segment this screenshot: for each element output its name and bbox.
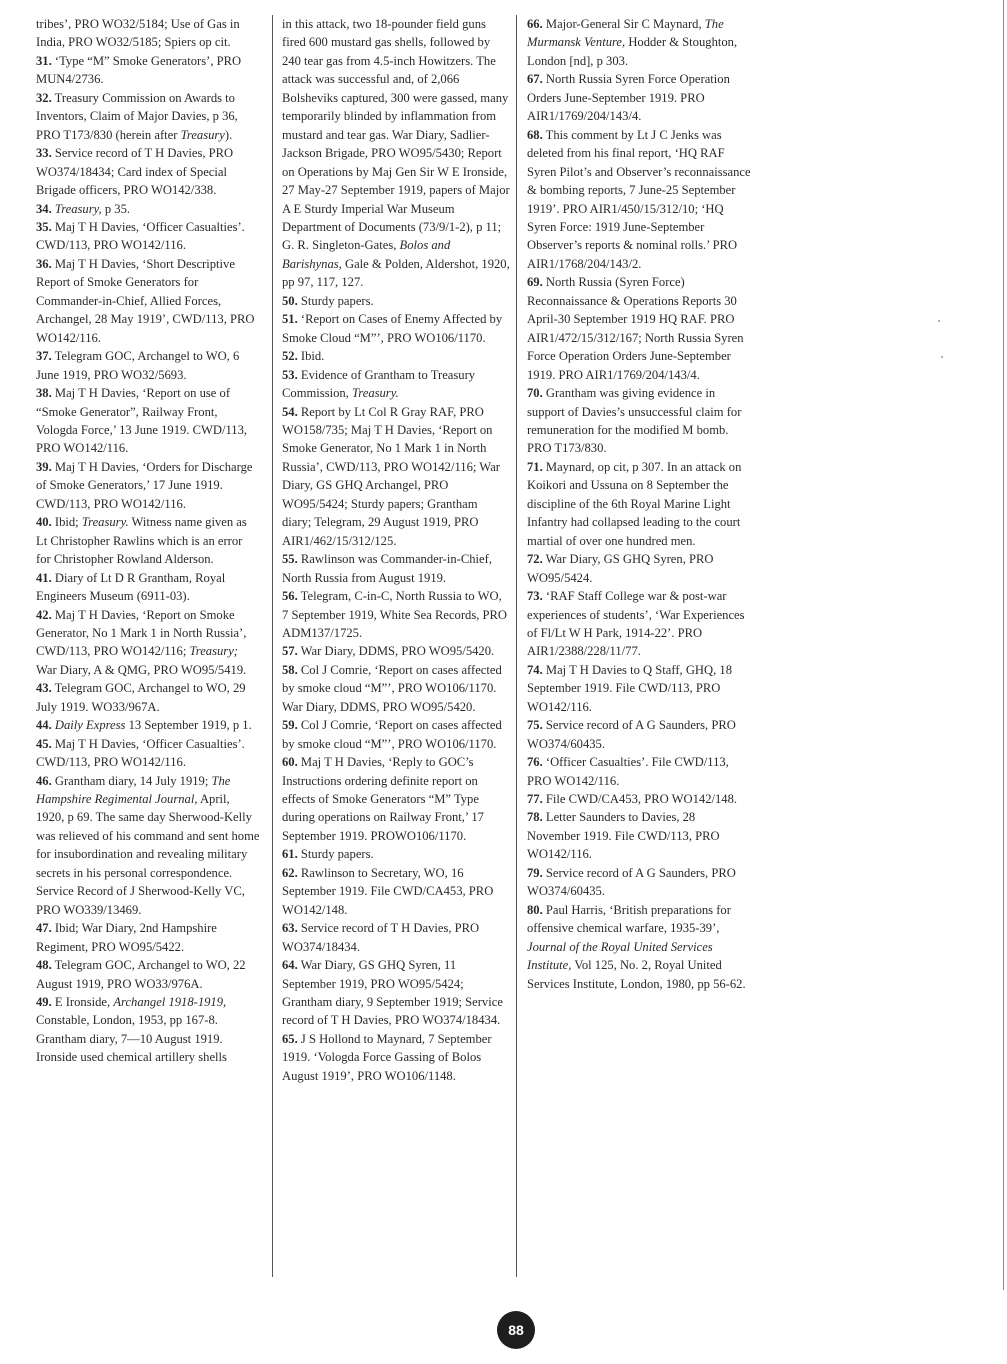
endnote-text: Ibid; War Diary, 2nd Hampshire Regiment, PRO WO95/5422. [36, 921, 217, 954]
endnote [527, 458, 751, 550]
endnote [36, 772, 260, 920]
endnote [527, 15, 751, 70]
endnote [527, 716, 751, 753]
endnote-number: 43. [36, 681, 52, 696]
endnote-text: Rawlinson was Commander-in-Chief, North Russia from August 1919. [282, 552, 492, 585]
endnote [282, 716, 510, 753]
endnote-number: 61. [282, 847, 298, 862]
endnote-text: Sturdy papers. [297, 847, 374, 862]
endnote [282, 587, 510, 642]
endnote-number: 49. [36, 995, 52, 1010]
endnote [36, 716, 260, 734]
page-number-badge: 88 [497, 1311, 535, 1349]
endnote-number: 45. [36, 736, 52, 751]
endnote [282, 347, 510, 365]
endnote [282, 753, 510, 845]
endnote-text: Service record of T H Davies, PRO WO374/18434; Card index of Special Brigade officers, PRO WO142/338. [36, 146, 234, 198]
endnote-text: War Diary, GS GHQ Syren, 11 September 1919, PRO WO95/5424; Grantham diary, 9 September 1919; Service record of T H Davies, PRO WO374/18434. [282, 958, 503, 1028]
endnote-number: 70. [527, 386, 543, 401]
endnote-number: 60. [282, 755, 298, 770]
endnote-number: 54. [282, 404, 298, 419]
endnote-number: 53. [282, 367, 298, 382]
endnote-text: p 35. [101, 201, 131, 216]
endnote-text: Major-General Sir C Maynard, [542, 17, 705, 31]
endnote [36, 513, 260, 568]
endnote-text: Constable, London, 1953, pp 167-8. Grantham diary, 7—10 August 1919. Ironside used chemical artillery shells [36, 1013, 227, 1065]
endnote-text: ). [224, 127, 233, 142]
endnote-text: Col J Comrie, ‘Report on cases affected by smoke cloud “M”’, PRO WO106/1170. [282, 718, 502, 751]
endnote-text: ‘Officer Casualties’. File CWD/113, PRO WO142/116. [527, 755, 729, 788]
endnote-title-italic: Daily Express [54, 718, 126, 733]
endnote-number: 56. [282, 589, 298, 604]
endnote-title-italic: Journal of the Royal United Services Institute, [527, 939, 713, 973]
endnote [282, 661, 510, 716]
endnote [527, 550, 751, 587]
endnote-number: 65. [282, 1031, 298, 1046]
endnote [36, 993, 260, 1067]
endnote-title-italic: The Murmansk Venture, [527, 17, 724, 50]
endnote [36, 347, 260, 384]
endnote-text: J S Hollond to Maynard, 7 September 1919. ‘Vologda Force Gassing of Bolos August 1919’, PRO WO106/1148. [282, 1031, 492, 1083]
endnote-text: Evidence of Grantham to Treasury Commission, [282, 367, 476, 401]
endnote-text: Maj T H Davies, ‘Officer Casualties’. CWD/113, PRO WO142/116. [36, 736, 245, 770]
endnote-number: 59. [282, 718, 298, 733]
endnote [527, 273, 751, 384]
endnote-text: Ibid; [51, 515, 82, 530]
endnote-number: 44. [36, 718, 52, 733]
endnote-text: Witness name given as Lt Christopher Rawlins which is an error for Christopher Rowland Alderson. [36, 515, 247, 567]
endnote-title-italic: Bolos and Barishynas, [282, 238, 451, 271]
endnote-text: Letter Saunders to Davies, 28 November 1919. File CWD/113, PRO WO142/116. [527, 810, 720, 862]
endnote-text: Maj T H Davies, ‘Report on Smoke Generator, No 1 Mark 1 in North Russia’, CWD/113, PRO WO142/116; [36, 607, 247, 659]
column-divider [516, 15, 517, 1277]
endnote-text: Ibid. [297, 349, 325, 364]
endnote-text: Hodder & Stoughton, London [nd], p 303. [527, 35, 738, 68]
endnote [527, 661, 751, 716]
endnote-number: 51. [282, 312, 298, 327]
endnote [36, 200, 260, 218]
endnote-number: 55. [282, 552, 298, 567]
endnote-number: 35. [36, 219, 52, 234]
endnote-text: Telegram GOC, Archangel to WO, 29 July 1919. WO33/967A. [36, 681, 246, 714]
endnote [36, 89, 260, 144]
endnote-number: 58. [282, 662, 298, 677]
endnote-number: 57. [282, 644, 298, 659]
endnote-text: Sturdy papers. [297, 293, 374, 308]
endnote-text: ‘Type “M” Smoke Generators’, PRO MUN4/2736. [36, 53, 242, 87]
endnote-number: 69. [527, 275, 543, 290]
endnote-text: Gale & Polden, Aldershot, 1920, pp 97, 117, 127. [282, 256, 510, 290]
endnote-number: 64. [282, 958, 298, 973]
endnote-text: Maj T H Davies, ‘Officer Casualties’. CWD/113, PRO WO142/116. [36, 219, 245, 253]
endnote-text: Treasury Commission on Awards to Inventors, Claim of Major Davies, p 36, PRO T173/830 (herein after [36, 90, 238, 142]
endnote-number: 48. [36, 958, 52, 973]
endnote-title-italic: Treasury. [351, 386, 399, 401]
endnote-text: Service record of A G Saunders, PRO WO374/60435. [527, 718, 736, 751]
endnote-number: 38. [36, 386, 52, 401]
endnote-number: 47. [36, 921, 52, 936]
endnote-text: North Russia (Syren Force) Reconnaissance & Operations Reports 30 April-30 September 1919 HQ RAF. PRO AIR1/472/15/312/167; North Russia Syren Force Operation Orders June-September 1919. PRO AIR1/1769/204/143/4. [527, 275, 744, 382]
page-edge-line [1003, 0, 1004, 1290]
endnote [36, 15, 260, 52]
endnote-text: Grantham diary, 14 July 1919; [51, 773, 212, 788]
endnote-number: 78. [527, 810, 543, 825]
endnote-text: Maj T H Davies, ‘Orders for Discharge of Smoke Generators,’ 17 June 1919. CWD/113, PRO WO142/116. [36, 459, 253, 511]
endnote-text: War Diary, A & QMG, PRO WO95/5419. [36, 662, 247, 677]
endnote-text: Maj T H Davies, ‘Report on use of “Smoke Generator”, Railway Front, Vologda Force,’ 13 June 1919. CWD/113, PRO WO142/116. [36, 386, 248, 456]
endnote [36, 52, 260, 89]
endnote-text: ‘RAF Staff College war & post-war experiences of students’, ‘War Experiences of Fl/Lt W H Park, 1914-22’. PRO AIR1/2388/228/11/77. [527, 589, 745, 659]
endnote-number: 34. [36, 201, 52, 216]
endnote-text: Col J Comrie, ‘Report on cases affected by smoke cloud “M”’, PRO WO106/1170. War Diary, DDMS, PRO WO95/5420. [282, 662, 502, 714]
endnote [527, 864, 751, 901]
endnote-title-italic: The Hampshire Regimental Journal, [36, 773, 231, 807]
endnote [282, 366, 510, 403]
endnote-text: Rawlinson to Secretary, WO, 16 September 1919. File CWD/CA453, PRO WO142/148. [282, 865, 494, 917]
endnote [527, 790, 751, 808]
endnote-number: 77. [527, 792, 543, 807]
endnote-number: 42. [36, 607, 52, 622]
endnote-text: tribes’, PRO WO32/5184; Use of Gas in India, PRO WO32/5185; Spiers op cit. [36, 17, 240, 50]
endnote [36, 679, 260, 716]
endnote-text: E Ironside, [51, 995, 114, 1010]
endnote-number: 79. [527, 865, 543, 880]
endnote [282, 15, 510, 292]
endnote [282, 310, 510, 347]
endnote [527, 384, 751, 458]
notes-column-2 [282, 15, 510, 1085]
endnote-number: 80. [527, 902, 543, 917]
endnote-text: War Diary, GS GHQ Syren, PRO WO95/5424. [527, 552, 714, 585]
endnote [282, 292, 510, 310]
endnote-number: 41. [36, 570, 52, 585]
endnote-text: in this attack, two 18-pounder field guns fired 600 mustard gas shells, followed by 240 tear gas from 4.5-inch Howitzers. The attack was successful and, of 2,066 Bolsheviks captured, 300 were gassed, many temporarily blinded by inflammation from mustard and tear gas. War Diary, Sadlier-Jackson Brigade, PRO WO95/5430; Report on Operations by Maj Gen Sir W E Ironside, 27 May-27 September 1919, papers of Major A E Sturdy Imperial War Museum Department of Documents (73/9/1-2), p 11; G. R. Singleton-Gates, [282, 17, 510, 253]
endnote [36, 458, 260, 513]
endnote-number: 52. [282, 349, 298, 364]
endnote-text: Service record of A G Saunders, PRO WO374/60435. [527, 865, 736, 899]
endnote-title-italic: Treasury [180, 127, 225, 142]
endnote-title-italic: Treasury, [54, 201, 102, 216]
endnote-number: 76. [527, 755, 543, 770]
endnote-text: War Diary, DDMS, PRO WO95/5420. [297, 644, 495, 659]
endnote [527, 753, 751, 790]
endnote [282, 956, 510, 1030]
endnote-number: 73. [527, 589, 543, 604]
endnote [282, 403, 510, 551]
endnote-number: 68. [527, 127, 543, 142]
endnote-text: Grantham was giving evidence in support of Davies’s unsuccessful claim for remuneration for the modified M bomb. PRO T173/830. [527, 386, 742, 456]
endnote-text: 13 September 1919, p 1. [125, 718, 252, 733]
endnote [36, 919, 260, 956]
endnote [36, 384, 260, 458]
endnote-text: Diary of Lt D R Grantham, Royal Engineers Museum (6911-03). [36, 570, 226, 604]
endnote-text: Telegram, C-in-C, North Russia to WO, 7 September 1919, White Sea Records, PRO ADM137/1725. [282, 589, 508, 640]
endnote [36, 956, 260, 993]
endnote-text: Maj T H Davies, ‘Short Descriptive Report of Smoke Generators for Commander-in-Chief, Allied Forces, Archangel, 28 May 1919’, CWD/113, PRO WO142/116. [36, 256, 255, 345]
endnote-text: Vol 125, No. 2, Royal United Services Institute, London, 1980, pp 56-62. [527, 958, 746, 991]
endnote-number: 40. [36, 515, 52, 530]
endnote-title-italic: Treasury; [189, 644, 238, 659]
endnote [282, 550, 510, 587]
notes-column-1 [36, 15, 260, 1067]
endnote-text: April, 1920, p 69. The same day Sherwood-Kelly was relieved of his command and sent home for insubordination and revealing military secrets in his personal correspondence. Service Record of J Sherwood-Kelly VC, PRO WO339/13469. [36, 792, 260, 917]
endnote-number: 74. [527, 662, 543, 677]
endnote [527, 70, 751, 125]
endnote-number: 32. [36, 90, 52, 105]
endnote-number: 37. [36, 349, 52, 364]
endnote [36, 735, 260, 772]
endnote-number: 67. [527, 72, 543, 87]
endnote [36, 144, 260, 199]
endnote-number: 72. [527, 552, 543, 567]
endnote-number: 36. [36, 256, 52, 271]
endnote-number: 46. [36, 773, 52, 788]
endnote-number: 71. [527, 459, 543, 474]
endnote [36, 606, 260, 680]
column-divider [272, 15, 273, 1277]
endnote-number: 75. [527, 718, 543, 733]
endnote-number: 31. [36, 53, 52, 68]
endnote-text: Maj T H Davies to Q Staff, GHQ, 18 September 1919. File CWD/113, PRO WO142/116. [527, 662, 732, 714]
endnote-title-italic: Archangel 1918-1919, [113, 995, 227, 1010]
endnote [36, 255, 260, 347]
endnote-text: Maynard, op cit, p 307. In an attack on Koikori and Ussuna on 8 September the discipline of the 6th Royal Marine Light Infantry had collapsed leading to the court martial of over one hundred men. [527, 459, 742, 548]
endnote-text: File CWD/CA453, PRO WO142/148. [542, 792, 738, 807]
endnote [282, 1030, 510, 1085]
endnote-text: This comment by Lt J C Jenks was deleted from his final report, ‘HQ RAF Syren Pilot’s and Observer’s reconnaissance & bombing reports, 7 June-25 September 1919’. PRO AIR1/450/15/312/10; ‘HQ Syren Force: 1919 June-September Observer’s reports & nominal rolls.’ PRO AIR1/1768/204/143/2. [527, 127, 751, 271]
endnote-number: 62. [282, 865, 298, 880]
scan-speck [938, 320, 940, 322]
endnote [282, 845, 510, 863]
endnote-text: Service record of T H Davies, PRO WO374/18434. [282, 921, 480, 954]
endnote [282, 642, 510, 660]
scan-speck [941, 356, 943, 358]
endnote-text: Maj T H Davies, ‘Reply to GOC’s Instructions ordering definite report on effects of Smoke Generators “M” Type during operations on Railway Front,’ 17 September 1919. PROWO106/1170. [282, 755, 484, 843]
endnote-number: 39. [36, 459, 52, 474]
endnote [527, 901, 751, 993]
endnote-text: Telegram GOC, Archangel to WO, 6 June 1919, PRO WO32/5693. [36, 349, 240, 382]
endnote [36, 218, 260, 255]
endnote-text: Telegram GOC, Archangel to WO, 22 August 1919, PRO WO33/976A. [36, 958, 246, 991]
endnote-text: North Russia Syren Force Operation Orders June-September 1919. PRO AIR1/1769/204/143/4. [527, 72, 730, 124]
endnote-number: 33. [36, 146, 52, 161]
endnote-number: 50. [282, 293, 298, 308]
endnote-number: 66. [527, 17, 543, 31]
endnote-title-italic: Treasury. [81, 515, 129, 530]
endnote-text: ‘Report on Cases of Enemy Affected by Smoke Cloud “M”’, PRO WO106/1170. [282, 312, 503, 345]
endnote [36, 569, 260, 606]
endnote [527, 126, 751, 274]
endnote [527, 587, 751, 661]
endnote-text: Paul Harris, ‘British preparations for offensive chemical warfare, 1935-39’, [527, 902, 731, 936]
notes-column-3 [527, 15, 751, 993]
endnote [282, 919, 510, 956]
endnote-number: 63. [282, 921, 298, 936]
endnote-text: Report by Lt Col R Gray RAF, PRO WO158/735; Maj T H Davies, ‘Report on Smoke Generator, No 1 Mark 1 in North Russia’, CWD/113, PRO WO142/116; War Diary, GS GHQ Archangel, PRO WO95/5424; Sturdy papers; Grantham diary; Telegram, 29 August 1919, PRO AIR1/462/15/312/125. [282, 404, 500, 548]
endnote [527, 808, 751, 863]
endnote [282, 864, 510, 919]
